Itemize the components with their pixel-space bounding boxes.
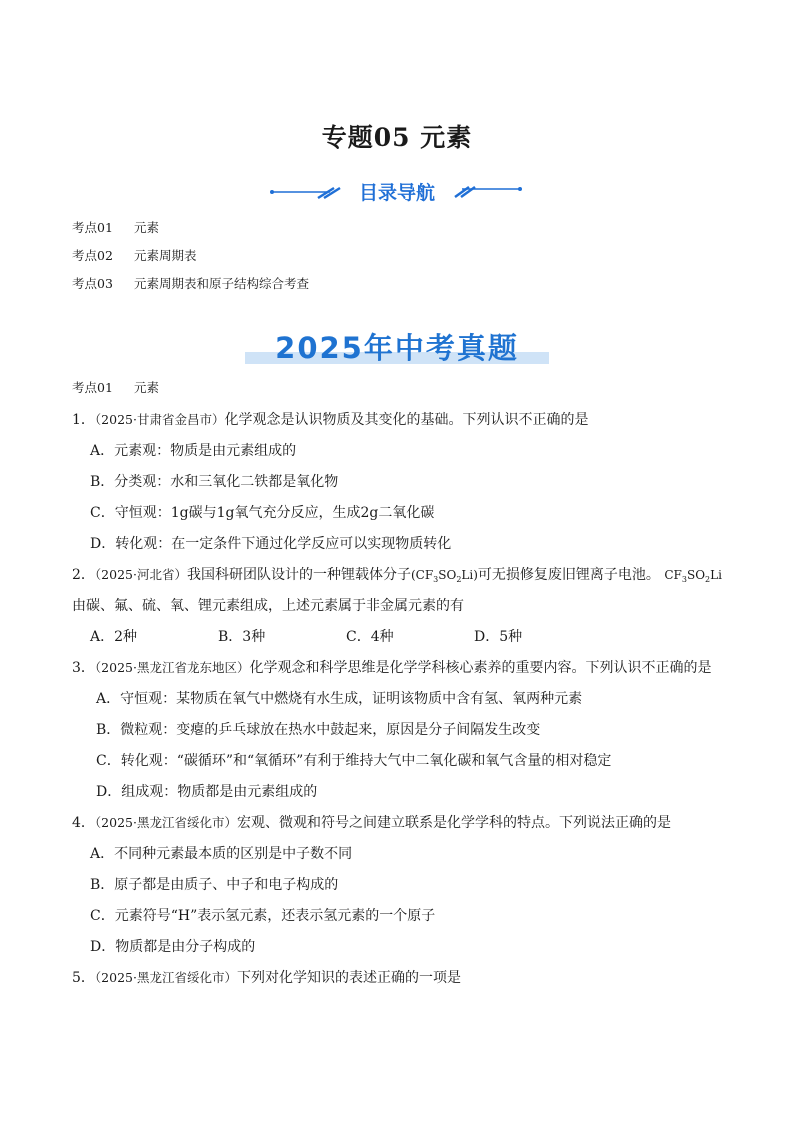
question-stem [72,561,732,592]
answer-option: C．元素符号“H”表示氢元素，还表示氢元素的一个原子 [90,908,436,924]
toc-item[interactable] [72,276,309,304]
toc-banner [0,175,794,207]
toc-item-key: 考点02 [72,248,113,263]
toc-item-label: 元素周期表 [134,248,197,263]
answer-option: D．组成观：物质都是由元素组成的 [96,784,318,800]
question-stem [72,654,732,685]
question-number: 3． [72,660,95,676]
question-text: 我国科研团队设计的一种锂载体分子 [186,567,411,583]
answer-option: A．元素观：物质是由元素组成的 [90,443,297,459]
question-source: （2025·甘肃省金昌市） [94,412,225,427]
toc-item-key: 考点01 [72,220,113,235]
question-source: （2025·河北省） [94,567,187,582]
question-text: 可无损修复废旧锂离子电池。 [477,567,660,583]
question-stem [72,406,732,437]
toc-item-label: 元素周期表和原子结构综合考查 [134,276,310,291]
year-banner-text: 2025年中考真题 [275,331,519,365]
answer-option: D．物质都是由分子构成的 [90,939,256,955]
answer-options-row [72,623,732,654]
section-heading [72,378,159,396]
toc-item-key: 考点03 [72,276,113,291]
question-text-continued: 由碳、氟、硫、氧、锂元素组成，上述元素属于非金属元素的有 [72,598,464,614]
question-number: 5． [72,970,95,986]
question-source: （2025·黑龙江省龙东地区） [94,660,250,675]
answer-option: D．转化观：在一定条件下通过化学反应可以实现物质转化 [90,536,452,552]
question-list [72,406,732,995]
answer-option: A．不同种元素最本质的区别是中子数不同 [90,846,353,862]
question-stem [72,809,732,840]
section-key: 考点01 [72,380,113,395]
question-stem [72,964,732,995]
question-number: 4． [72,815,95,831]
section-label: 元素 [134,380,160,395]
answer-option: B．分类观：水和三氧化二铁都是氧化物 [90,474,339,490]
chemical-formula: $(CF_3SO_2Li)$ [410,568,478,584]
toc-item-label: 元素 [134,220,160,235]
answer-option: C．4种 [346,629,394,645]
answer-option: A．2种 [90,629,138,645]
page-title: 专题05 元素 [321,123,473,152]
toc-heading: 目录导航 [358,182,435,204]
answer-option: B．原子都是由质子、中子和电子构成的 [90,877,339,893]
question-text: 宏观、微观和符号之间建立联系是化学学科的特点。下列说法正确的是 [236,815,671,831]
question-text: 下列对化学知识的表述正确的一项是 [236,970,461,986]
answer-option: A．守恒观：某物质在氧气中燃烧有水生成，证明该物质中含有氢、氧两种元素 [96,691,583,707]
answer-option: B．3种 [218,629,266,645]
answer-option: B．微粒观：变瘪的乒乓球放在热水中鼓起来，原因是分子间隔发生改变 [96,722,541,738]
question-number: 2． [72,567,95,583]
question-text: 化学观念和科学思维是化学学科核心素养的重要内容。下列认识不正确的是 [249,660,712,676]
answer-option: D．5种 [474,629,523,645]
answer-option: C．守恒观：1g碳与1g氧气充分反应，生成2g二氧化碳 [90,505,435,521]
toc-item[interactable] [72,248,309,276]
answer-option: C．转化观：“碳循环”和“氧循环”有利于维持大气中二氧化碳和氧气含量的相对稳定 [96,753,612,769]
question-text: 化学观念是认识物质及其变化的基础。下列认识不正确的是 [224,412,589,428]
year-banner [245,322,549,368]
question-number: 1． [72,412,95,428]
question-source: （2025·黑龙江省绥化市） [94,970,237,985]
table-of-contents [72,220,309,304]
toc-item[interactable] [72,220,309,248]
chemical-formula: $CF_3SO_2Li$ [664,568,722,584]
question-source: （2025·黑龙江省绥化市） [94,815,237,830]
